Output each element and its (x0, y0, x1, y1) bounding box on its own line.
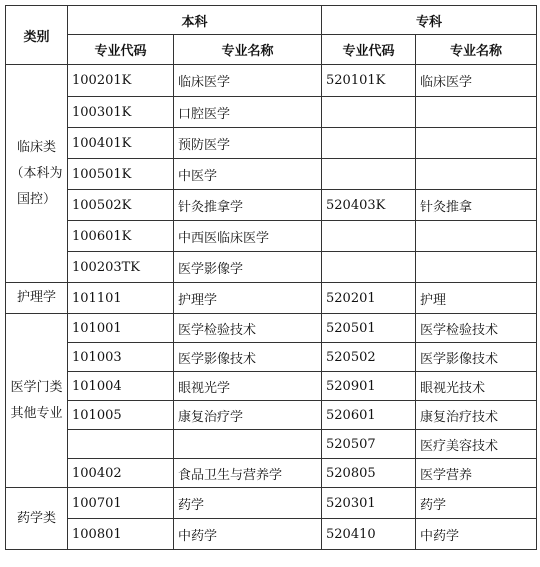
table-row (6, 488, 537, 519)
junior-name-cell: 药学 (416, 488, 537, 519)
junior-code-cell (322, 252, 416, 283)
undergrad-name-cell: 医学影像学 (174, 252, 322, 283)
header-category: 类别 (6, 6, 68, 65)
table-row (6, 283, 537, 314)
junior-code-cell: 520403K (322, 190, 416, 221)
junior-name-cell: 康复治疗技术 (416, 401, 537, 430)
junior-code-cell: 520301 (322, 488, 416, 519)
junior-name-cell: 医疗美容技术 (416, 430, 537, 459)
undergrad-name-cell: 中药学 (174, 519, 322, 550)
majors-table (5, 5, 537, 550)
undergrad-code-cell: 101101 (68, 283, 174, 314)
table-row (6, 430, 537, 459)
junior-name-cell (416, 97, 537, 128)
table-row (6, 343, 537, 372)
table-row (6, 372, 537, 401)
category-cell: 临床类（本科为国控） (6, 65, 68, 283)
undergrad-name-cell: 预防医学 (174, 128, 322, 159)
undergrad-code-cell: 101001 (68, 314, 174, 343)
header-undergrad-name: 专业名称 (174, 35, 322, 65)
undergrad-code-cell (68, 430, 174, 459)
junior-name-cell: 医学检验技术 (416, 314, 537, 343)
undergrad-code-cell: 101003 (68, 343, 174, 372)
junior-code-cell (322, 159, 416, 190)
undergrad-code-cell: 100601K (68, 221, 174, 252)
junior-code-cell: 520410 (322, 519, 416, 550)
undergrad-name-cell: 医学影像技术 (174, 343, 322, 372)
undergrad-name-cell: 临床医学 (174, 65, 322, 97)
undergrad-name-cell: 食品卫生与营养学 (174, 459, 322, 488)
undergrad-code-cell: 100701 (68, 488, 174, 519)
junior-name-cell (416, 159, 537, 190)
junior-code-cell (322, 128, 416, 159)
junior-name-cell: 医学影像技术 (416, 343, 537, 372)
table-row (6, 519, 537, 550)
undergrad-code-cell: 100301K (68, 97, 174, 128)
header-junior-name: 专业名称 (416, 35, 537, 65)
undergrad-code-cell: 100203TK (68, 252, 174, 283)
junior-code-cell: 520805 (322, 459, 416, 488)
undergrad-code-cell: 100501K (68, 159, 174, 190)
junior-name-cell (416, 252, 537, 283)
undergrad-name-cell: 医学检验技术 (174, 314, 322, 343)
junior-name-cell: 中药学 (416, 519, 537, 550)
undergrad-code-cell: 100401K (68, 128, 174, 159)
header-undergrad: 本科 (68, 6, 322, 35)
header-row-1 (6, 6, 537, 35)
undergrad-code-cell: 100801 (68, 519, 174, 550)
category-cell: 护理学 (6, 283, 68, 314)
header-undergrad-code: 专业代码 (68, 35, 174, 65)
table-row (6, 65, 537, 97)
undergrad-name-cell: 中医学 (174, 159, 322, 190)
undergrad-name-cell: 眼视光学 (174, 372, 322, 401)
junior-code-cell: 520901 (322, 372, 416, 401)
undergrad-name-cell: 口腔医学 (174, 97, 322, 128)
undergrad-code-cell: 101004 (68, 372, 174, 401)
table-row (6, 97, 537, 128)
table-row (6, 252, 537, 283)
junior-name-cell: 医学营养 (416, 459, 537, 488)
category-cell: 药学类 (6, 488, 68, 550)
table-body (6, 65, 537, 550)
table-row (6, 128, 537, 159)
junior-code-cell (322, 221, 416, 252)
junior-name-cell (416, 221, 537, 252)
table-row (6, 314, 537, 343)
junior-code-cell: 520601 (322, 401, 416, 430)
junior-code-cell: 520201 (322, 283, 416, 314)
table-row (6, 401, 537, 430)
undergrad-code-cell: 100502K (68, 190, 174, 221)
junior-code-cell: 520501 (322, 314, 416, 343)
category-cell: 医学门类其他专业 (6, 314, 68, 488)
undergrad-name-cell: 护理学 (174, 283, 322, 314)
table-row (6, 159, 537, 190)
junior-code-cell: 520502 (322, 343, 416, 372)
junior-code-cell: 520507 (322, 430, 416, 459)
header-row-2 (6, 35, 537, 65)
undergrad-name-cell: 药学 (174, 488, 322, 519)
header-junior-code: 专业代码 (322, 35, 416, 65)
junior-name-cell: 临床医学 (416, 65, 537, 97)
junior-code-cell: 520101K (322, 65, 416, 97)
undergrad-name-cell: 针灸推拿学 (174, 190, 322, 221)
undergrad-code-cell: 101005 (68, 401, 174, 430)
junior-name-cell: 眼视光技术 (416, 372, 537, 401)
undergrad-code-cell: 100201K (68, 65, 174, 97)
junior-name-cell: 针灸推拿 (416, 190, 537, 221)
junior-name-cell (416, 128, 537, 159)
junior-name-cell: 护理 (416, 283, 537, 314)
undergrad-name-cell: 中西医临床医学 (174, 221, 322, 252)
junior-code-cell (322, 97, 416, 128)
table-row (6, 221, 537, 252)
header-junior: 专科 (322, 6, 537, 35)
table-row (6, 190, 537, 221)
undergrad-name-cell (174, 430, 322, 459)
table-row (6, 459, 537, 488)
undergrad-code-cell: 100402 (68, 459, 174, 488)
undergrad-name-cell: 康复治疗学 (174, 401, 322, 430)
